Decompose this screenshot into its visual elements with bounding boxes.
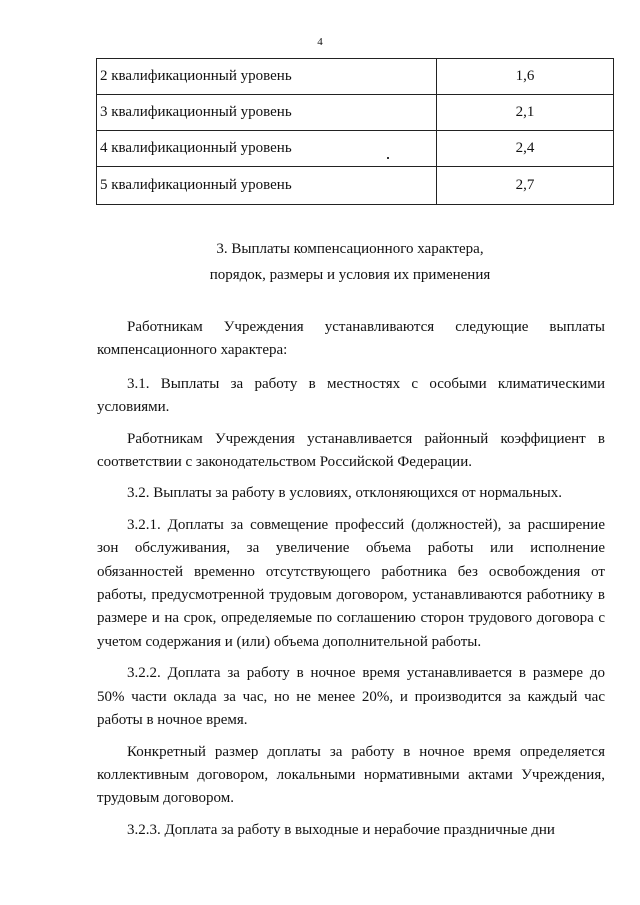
coefficient-cell: 1,6 [437,59,614,95]
coefficient-cell: 2,1 [437,95,614,131]
section-heading-line-2: порядок, размеры и условия их применения [209,267,491,283]
table-row [97,167,614,205]
qualification-level-cell: 5 квалификационный уровень [97,167,437,205]
coefficient-cell: 2,7 [437,167,614,205]
paragraph-3-2-3: 3.2.3. Доплата за работу в выходные и нерабочие праздничные дни [127,821,555,838]
paragraph-3-2-1: 3.2.1. Доплаты за совмещение профессий (должностей), за расширение зон обслуживания, за увеличение объема работы или исполнение обязанностей временно отсутствующего работника без освобождения от работы, предусмотренной трудовым договором, устанавливаются работнику в размере и на срок, определяемые по соглашению сторон трудового договора с учетом содержания и (или) объема дополнительной работы. [97,516,605,650]
coefficient-cell: 2,4 [437,131,614,167]
paragraph-3-2-2: 3.2.2. Доплата за работу в ночное время устанавливается в размере до 50% части оклада за час, но не менее 20%, и производится за каждый час работы в ночное время. [97,665,605,729]
qualification-level-cell: 2 квалификационный уровень [97,59,437,95]
qualification-level-cell: 4 квалификационный уровень [97,131,437,167]
qualification-coefficient-table [96,58,614,205]
section-heading [0,236,640,288]
table-row [97,131,614,167]
table-row [97,95,614,131]
document-body [97,316,605,842]
paragraph-3-1: 3.1. Выплаты за работу в местностях с особыми климатическими условиями. [97,375,605,416]
page-number: 4 [317,36,323,48]
table-row [97,59,614,95]
paragraph-night-work-size: Конкретный размер доплаты за работу в ночное время определяется коллективным договором, локальными нормативными актами Учреждения, трудовым договором. [97,743,605,807]
qualification-level-cell: 3 квалификационный уровень [97,95,437,131]
paragraph-3-2: 3.2. Выплаты за работу в условиях, отклоняющихся от нормальных. [127,485,562,502]
section-heading-line-1: 3. Выплаты компенсационного характера, [216,241,484,257]
paragraph-intro: Работникам Учреждения устанавливаются следующие выплаты компенсационного характера: [97,319,605,359]
scan-speck [387,157,389,159]
paragraph-regional-coefficient: Работникам Учреждения устанавливается районный коэффициент в соответствии с законодательством Российской Федерации. [97,430,605,471]
